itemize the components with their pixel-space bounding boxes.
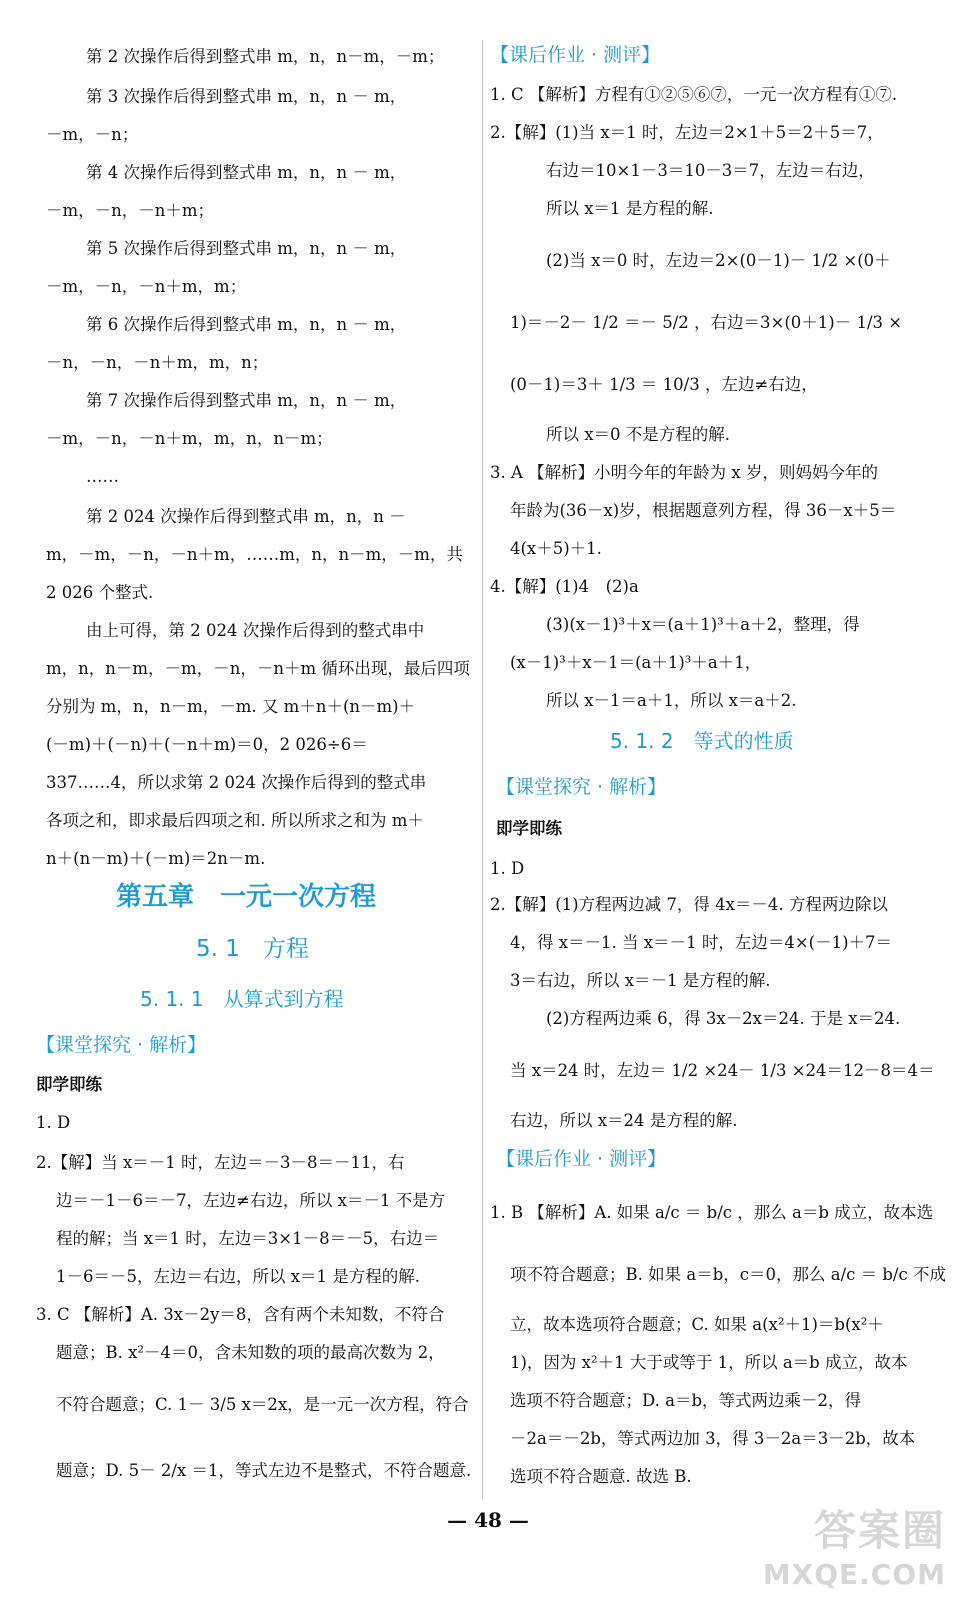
left-text-line: 第 6 次操作后得到整式串 m，n，n － m，	[86, 315, 407, 334]
right-text-line: －2a＝－2b，等式两边加 3，得 3－2a＝3－2b，故本	[510, 1429, 916, 1448]
right-text-line: 所以 x－1＝a＋1，所以 x＝a＋2.	[546, 691, 797, 710]
watermark-url: MXQE.COM	[762, 1558, 946, 1591]
right-text-line: 1)，因为 x²＋1 大于或等于 1，所以 a＝b 成立，故本	[510, 1353, 908, 1372]
left-text-line: 第 3 次操作后得到整式串 m，n，n － m，	[86, 87, 407, 106]
right-text-line: 4.【解】(1)4 (2)a	[490, 577, 639, 596]
left-text-line: －m，－n，－n＋m，m，n，n－m；	[46, 429, 333, 448]
left-text-line: (－m)＋(－n)＋(－n＋m)＝0，2 026÷6＝	[46, 735, 368, 754]
left-text-line: m，n，n－m，－m，－n，－n＋m 循环出现，最后四项	[46, 659, 470, 678]
column-divider	[482, 40, 483, 1500]
left-text-line: －n，－n，－n＋m，m，n；	[46, 353, 269, 372]
right-text-line: 年龄为(36－x)岁，根据题意列方程，得 36－x＋5＝	[510, 501, 897, 520]
left-text-line: 1－6＝－5，左边＝右边，所以 x＝1 是方程的解.	[56, 1267, 421, 1286]
right-text-line: 2.【解】(1)方程两边减 7，得 4x＝－4. 方程两边除以	[490, 895, 888, 914]
watermark-text: 答案圈	[813, 1506, 946, 1555]
left-text-line: 1. D	[36, 1113, 71, 1132]
left-text-line: 第 4 次操作后得到整式串 m，n，n － m，	[86, 163, 407, 182]
right-text-line: 项不符合题意；B. 如果 a＝b，c＝0，那么 a/c ＝ b/c 不成	[510, 1265, 946, 1284]
right-text-line: 1)＝－2－ 1/2 ＝－ 5/2 ，右边＝3×(0＋1)－ 1/3 ×	[510, 313, 903, 332]
left-text-line: －m，－n，－n＋m，m；	[46, 277, 247, 296]
right-text-line: (0－1)＝3＋ 1/3 ＝ 10/3 ，左边≠右边，	[510, 375, 818, 394]
section-tag-2: 【课堂探究 · 解析】	[496, 776, 667, 798]
practice-heading: 即学即练	[36, 1075, 102, 1094]
left-text-line: 2 026 个整式.	[46, 583, 154, 602]
left-text-line: 分别为 m，n，n－m，－m. 又 m＋n＋(n－m)＋	[46, 697, 416, 716]
right-text-line: 3＝右边，所以 x＝－1 是方程的解.	[510, 971, 771, 990]
left-text-line: 337……4，所以求第 2 024 次操作后得到的整式串	[46, 773, 427, 792]
section-tag: 【课堂探究 · 解析】	[36, 1034, 207, 1056]
left-text-line: 由上可得，第 2 024 次操作后得到的整式串中	[86, 621, 425, 640]
left-text-line: －m，－n；	[46, 125, 139, 144]
right-text-line: 1. D	[490, 859, 525, 878]
left-text-line: 2.【解】当 x＝－1 时，左边＝－3－8＝－11，右	[36, 1153, 405, 1172]
left-text-line: 程的解；当 x＝1 时，左边＝3×1－8＝－5，右边＝	[56, 1229, 440, 1248]
section-title: 5. 1 方程	[196, 936, 309, 962]
left-text-line: 不符合题意；C. 1－ 3/5 x＝2x，是一元一次方程，符合	[56, 1395, 469, 1414]
right-text-line: 右边，所以 x＝24 是方程的解.	[510, 1111, 738, 1130]
right-text-line: 当 x＝24 时，左边＝ 1/2 ×24－ 1/3 ×24＝12－8＝4＝	[510, 1061, 935, 1080]
left-text-line: 题意；D. 5－ 2/x ＝1，等式左边不是整式，不符合题意.	[56, 1461, 472, 1480]
right-text-line: 所以 x＝0 不是方程的解.	[546, 425, 731, 444]
right-text-line: 1. B 【解析】A. 如果 a/c ＝ b/c ，那么 a＝b 成立，故本选	[490, 1203, 934, 1222]
right-text-line: 所以 x＝1 是方程的解.	[546, 199, 714, 218]
homework-tag: 【课后作业 · 测评】	[490, 44, 661, 66]
left-text-line: n＋(n－m)＋(－m)＝2n－m.	[46, 849, 266, 868]
right-text-line: (2)当 x＝0 时，左边＝2×(0－1)－ 1/2 ×(0＋	[546, 251, 891, 270]
right-text-line: 右边＝10×1－3＝10－3＝7，左边＝右边，	[546, 161, 875, 180]
right-text-line: 选项不符合题意；D. a＝b，等式两边乘－2，得	[510, 1391, 862, 1410]
left-text-line: 第 2 次操作后得到整式串 m，n，n－m，－m；	[86, 47, 445, 66]
subsection-title: 5. 1. 1 从算式到方程	[140, 987, 344, 1011]
right-text-line: (2)方程两边乘 6，得 3x－2x＝24. 于是 x＝24.	[546, 1009, 901, 1028]
left-text-line: m，－m，－n，－n＋m，……m，n，n－m，－m，共	[46, 545, 463, 564]
homework-tag-2: 【课后作业 · 测评】	[496, 1148, 667, 1170]
right-text-line: 4(x＋5)＋1.	[510, 539, 602, 558]
left-text-line: 第 2 024 次操作后得到整式串 m，n，n －	[86, 507, 406, 526]
right-text-line: 3. A 【解析】小明今年的年龄为 x 岁，则妈妈今年的	[490, 463, 878, 482]
right-text-line: 选项不符合题意. 故选 B.	[510, 1467, 692, 1486]
left-text-line: 第 5 次操作后得到整式串 m，n，n － m，	[86, 239, 407, 258]
left-text-line: 边＝－1－6＝－7，左边≠右边，所以 x＝－1 不是方	[56, 1191, 446, 1210]
page-number: — 48 —	[447, 1508, 529, 1532]
right-text-line: (x－1)³＋x－1＝(a＋1)³＋a＋1，	[510, 653, 762, 672]
right-text-line: 1. C 【解析】方程有①②⑤⑥⑦，一元一次方程有①⑦.	[490, 85, 898, 104]
right-text-line: 4，得 x＝－1. 当 x＝－1 时，左边＝4×(－1)＋7＝	[510, 933, 893, 952]
left-text-line: 3. C 【解析】A. 3x－2y＝8，含有两个未知数，不符合	[36, 1305, 445, 1324]
left-text-line: 题意；B. x²－4＝0，含未知数的项的最高次数为 2，	[56, 1343, 445, 1362]
left-text-line: －m，－n，－n＋m；	[46, 201, 215, 220]
left-text-line: 各项之和，即求最后四项之和. 所以所求之和为 m＋	[46, 811, 424, 830]
right-text-line: (3)(x－1)³＋x＝(a＋1)³＋a＋2，整理，得	[546, 615, 860, 634]
right-text-line: 2.【解】(1)当 x＝1 时，左边＝2×1＋5＝2＋5＝7，	[490, 123, 884, 142]
chapter-title: 第五章 一元一次方程	[116, 882, 377, 912]
right-text-line: 立，故本选项符合题意；C. 如果 a(x²＋1)＝b(x²＋	[510, 1315, 884, 1334]
left-text-line: ……	[86, 467, 119, 486]
practice-heading-2: 即学即练	[496, 819, 562, 838]
subsection-title-2: 5. 1. 2 等式的性质	[610, 729, 794, 753]
left-text-line: 第 7 次操作后得到整式串 m，n，n － m，	[86, 391, 407, 410]
watermark-logo	[763, 1498, 946, 1591]
